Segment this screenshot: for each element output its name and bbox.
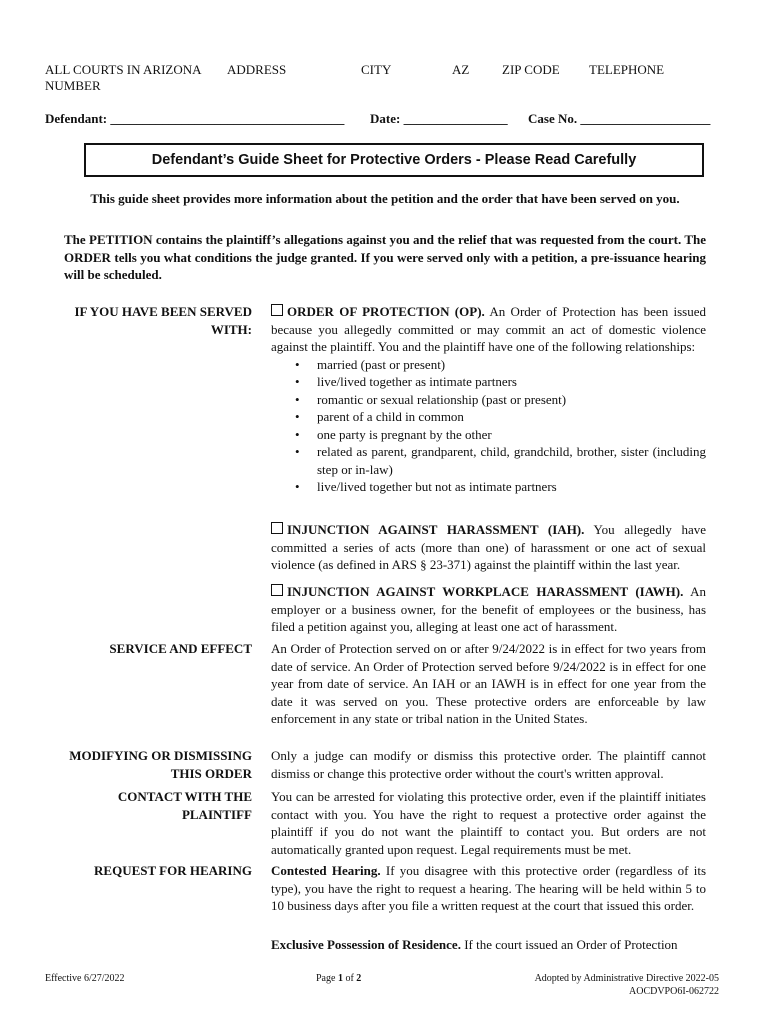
- list-item: • live/lived together as intimate partners: [317, 373, 706, 391]
- iah-section: [271, 521, 706, 574]
- date-field[interactable]: Date: ________________: [370, 111, 508, 126]
- header-state: AZ: [452, 62, 470, 77]
- header-telephone: TELEPHONE: [589, 62, 665, 77]
- contact-text: You can be arrested for violating this protective order, even if the plaintiff initiates contact with you. You have the right to request a protective order against the plaintiff if you do not want the plaintiff to contact you. But orders are not automatically granted upon request. Legal requirements must be met.: [271, 789, 706, 857]
- footer-effective: Effective 6/27/2022: [45, 973, 125, 984]
- service-text: An Order of Protection served on or after 9/24/2022 is in effect for two years from date of service. An Order of Protection served before 9/24/2022 is in effect for one year from date of service. An IAH or an IAWH is in effect for one year from the date it was served on you. These protective orders are enforceable by law enforcement in any state or tribal nation in the United States.: [271, 641, 706, 726]
- header-city: CITY: [361, 62, 392, 77]
- iah-text: You allegedly have committed a series of acts (more than one) of harassment or one act of sexual violence (as defined in ARS § 23-371) against the plaintiff within the last year.: [271, 522, 706, 572]
- list-item: • live/lived together but not as intimate partners: [317, 478, 706, 496]
- case-number-field[interactable]: Case No. ____________________: [528, 111, 711, 126]
- header-zip: ZIP CODE: [502, 62, 560, 77]
- footer-code: AOCDVPO6I-062722: [629, 986, 719, 997]
- list-item: • related as parent, grandparent, child, grandchild, brother, sister (including step or in-law): [317, 443, 706, 478]
- op-section: [271, 303, 706, 496]
- relationship-list: [271, 356, 706, 496]
- contested-text: If you disagree with this protective order (regardless of its type), you have the right to request a hearing. The hearing will be held within 5 to 10 business days after you file a written request at the court that issued this order.: [271, 863, 707, 913]
- list-item: • one party is pregnant by the other: [317, 426, 706, 444]
- header-courts: ALL COURTS IN ARIZONA: [45, 62, 202, 77]
- contact-label: CONTACT WITH THE PLAINTIFF: [117, 789, 252, 822]
- service-label: SERVICE AND EFFECT: [109, 641, 252, 656]
- iawh-checkbox[interactable]: [271, 584, 283, 596]
- iawh-heading: INJUNCTION AGAINST WORKPLACE HARASSMENT (IAWH).: [287, 584, 684, 599]
- iawh-text: An employer or a business owner, for the benefit of employees or the business, has filed a petition against you, alleging at least one act of harassment.: [271, 584, 706, 634]
- list-item: • romantic or sexual relationship (past or present): [317, 391, 706, 409]
- iawh-section: [271, 583, 706, 636]
- page-title: Defendant’s Guide Sheet for Protective Orders - Please Read Carefully: [84, 143, 704, 177]
- op-heading: ORDER OF PROTECTION (OP).: [287, 304, 485, 319]
- footer-adopted: Adopted by Administrative Directive 2022-05: [534, 973, 719, 984]
- header-address: ADDRESS: [227, 62, 287, 77]
- exclusive-section: [271, 936, 706, 954]
- op-checkbox[interactable]: [271, 304, 283, 316]
- list-item: • married (past or present): [317, 356, 706, 374]
- exclusive-heading: Exclusive Possession of Residence.: [271, 937, 461, 952]
- list-item: • parent of a child in common: [317, 408, 706, 426]
- contested-heading: Contested Hearing.: [271, 863, 381, 878]
- contested-section: [271, 862, 706, 915]
- intro-text: This guide sheet provides more information about the petition and the order that have been served on you.: [90, 191, 680, 206]
- hearing-label: REQUEST FOR HEARING: [94, 863, 252, 878]
- petition-paragraph: The PETITION contains the plaintiff’s allegations against you and the relief that was requested from the court. The ORDER tells you what conditions the judge granted. If you were served only with a petition, a pre-issuance hearing will be scheduled.: [64, 232, 706, 282]
- iah-checkbox[interactable]: [271, 522, 283, 534]
- header-number: NUMBER: [45, 78, 101, 93]
- served-with-label: IF YOU HAVE BEEN SERVED WITH:: [74, 304, 252, 337]
- op-text: An Order of Protection has been issued because you allegedly committed or may commit an act of domestic violence against the plaintiff. You and the plaintiff have one of the following relationships:: [271, 304, 706, 354]
- modifying-text: Only a judge can modify or dismiss this protective order. The plaintiff cannot dismiss or change this protective order without the court's written approval.: [271, 748, 706, 781]
- defendant-field[interactable]: Defendant: ____________________________________: [45, 111, 345, 126]
- footer-page: Page 1 of 2: [316, 973, 362, 984]
- modifying-label: MODIFYING OR DISMISSING THIS ORDER: [69, 748, 252, 781]
- exclusive-text: If the court issued an Order of Protection: [464, 937, 678, 952]
- iah-heading: INJUNCTION AGAINST HARASSMENT (IAH).: [287, 522, 585, 537]
